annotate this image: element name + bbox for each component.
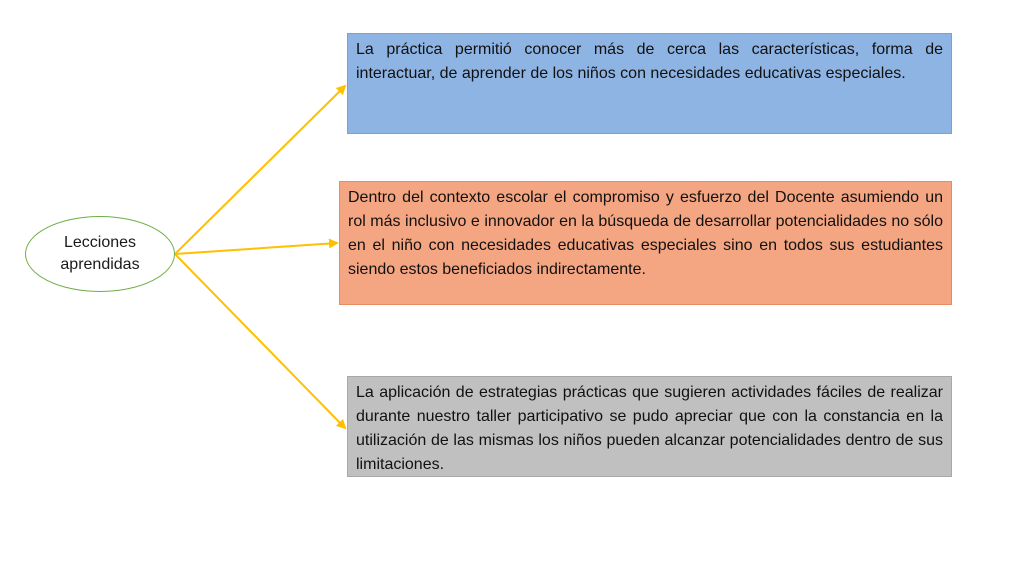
lesson-box-1 <box>347 33 952 134</box>
lesson-box-3 <box>347 376 952 477</box>
arrow-to-box-3 <box>175 254 345 428</box>
center-node-line-2: aprendidas <box>60 256 140 273</box>
center-node-lecciones-aprendidas <box>25 216 175 292</box>
arrow-to-box-2 <box>175 243 337 254</box>
arrow-to-box-1 <box>175 86 345 254</box>
lesson-box-3-text: La aplicación de estrategias prácticas que sugieren actividades fáciles de realizar durante nuestro taller participativo se pudo apreciar que con la constancia en la utilización de las mismas los niños pueden alcanzar potencialidades dentro de sus limitaciones. <box>356 384 943 473</box>
lesson-box-1-text: La práctica permitió conocer más de cerca las características, forma de interactuar, de aprender de los niños con necesidades educativas especiales. <box>356 41 943 82</box>
lesson-box-2 <box>339 181 952 305</box>
lesson-box-2-text: Dentro del contexto escolar el compromiso y esfuerzo del Docente asumiendo un rol más inclusivo e innovador en la búsqueda de desarrollar potencialidades no sólo en el niño con necesidades educativas especiales sino en todos sus estudiantes siendo estos beneficiados indirectamente. <box>348 189 943 278</box>
center-node-line-1: Lecciones <box>63 234 137 251</box>
